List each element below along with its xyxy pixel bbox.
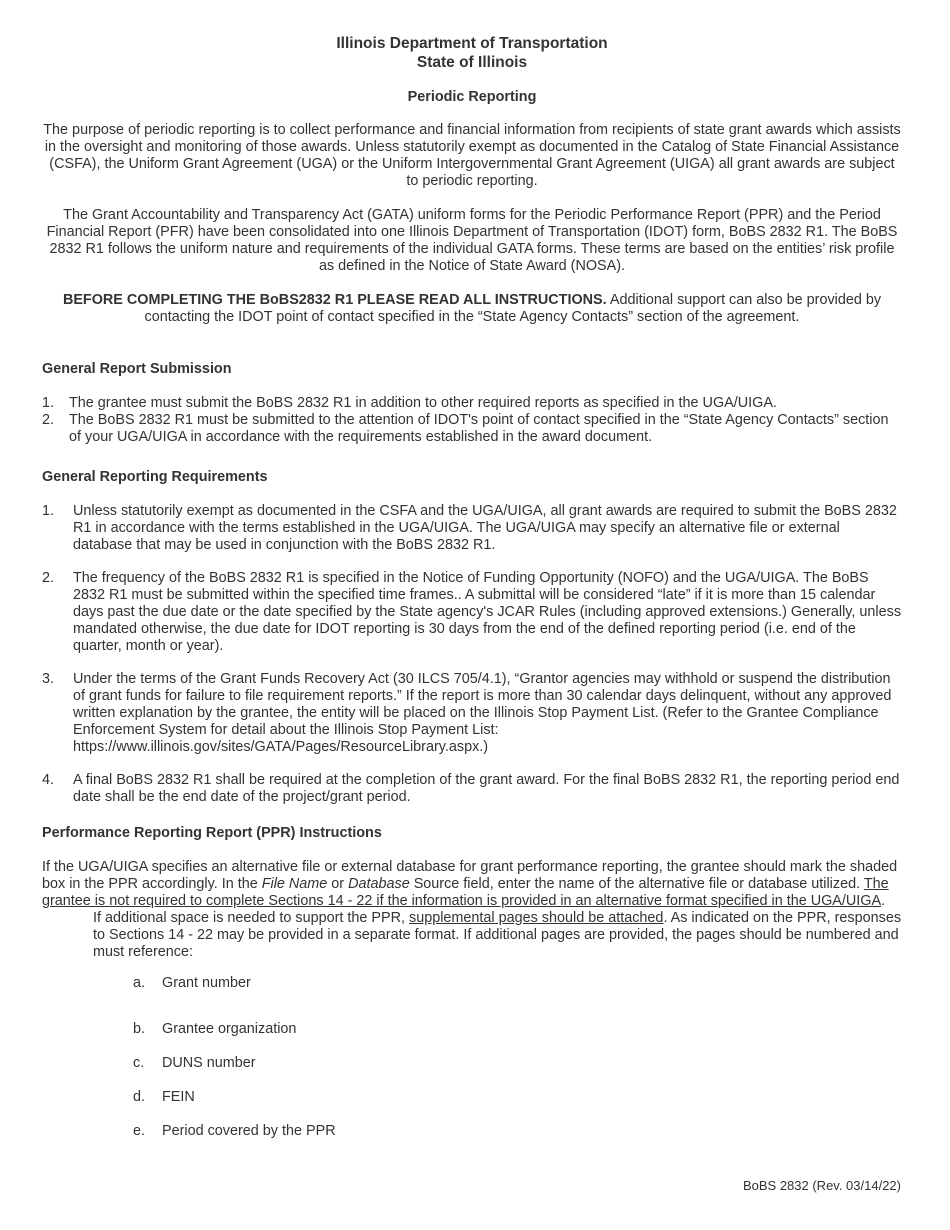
list-item xyxy=(133,1055,902,1072)
list-item-text: A final BoBS 2832 R1 shall be required at the completion of the grant award. For the final BoBS 2832 R1, the reporting period end date shall be the end date of the project/grant period. xyxy=(73,772,900,805)
list-number: 1. xyxy=(42,395,55,411)
list-number: 4. xyxy=(42,772,55,788)
list-item-text: Unless statutorily exempt as documented in the CSFA and the UGA/UIGA, all grant awards are required to submit the BoBS 2832 R1 in accordance with the terms established in the UGA/UIGA. The UGA/UIGA may specify an alternative file or external database that may be used in conjunction with the BoBS 2832 R1. xyxy=(73,503,897,553)
ppr-text: If the UGA/UIGA specifies an alternative file or external database for grant performance reporting, the grantee should mark the shaded box in the PPR accordingly. In the xyxy=(42,859,898,892)
ppr-supplemental-paragraph xyxy=(93,910,902,961)
list-letter: d. xyxy=(133,1089,146,1105)
list-item xyxy=(133,975,902,992)
section-heading-submission: General Report Submission xyxy=(42,361,232,377)
reference-list xyxy=(133,975,902,1140)
agency-title: Illinois Department of Transportation xyxy=(336,35,608,52)
list-item-text: The BoBS 2832 R1 must be submitted to the attention of IDOT's point of contact specified in the “State Agency Contacts” section of your UGA/UIGA in accordance with the requirements established in the award document. xyxy=(69,412,889,445)
ppr-text: or xyxy=(327,876,349,892)
list-letter: c. xyxy=(133,1055,145,1071)
list-item xyxy=(42,671,902,756)
list-item-text: FEIN xyxy=(162,1089,195,1105)
ppr-text: . xyxy=(881,893,886,909)
ppr-underlined-note: The grantee is not required to complete Sections 14 - 22 if the information is provided in an alternative format specified in the UGA/UIGA xyxy=(42,876,889,909)
document-header xyxy=(42,0,902,105)
list-item-text: Under the terms of the Grant Funds Recovery Act (30 ILCS 705/4.1), “Grantor agencies may withhold or suspend the distribution of grant funds for failure to file requirement reports.” If the report is more than 30 calendar days delinquent, without any approved written explanation by the grantee, the entity will be placed on the Illinois Stop Payment List. (Refer to the Grantee Compliance Enforcement System for detail about the Illinois Stop Payment List: https://www.illinois.gov/sites/GATA/Pages/ResourceLibrary.aspx.) xyxy=(73,671,892,755)
list-item-text: Period covered by the PPR xyxy=(162,1123,336,1139)
list-item-text: DUNS number xyxy=(162,1055,256,1071)
list-item-text: The grantee must submit the BoBS 2832 R1 in addition to other required reports as specified in the UGA/UIGA. xyxy=(69,395,777,411)
form-revision-footer: BoBS 2832 (Rev. 03/14/22) xyxy=(742,1178,901,1193)
ppr-underlined-note: supplemental pages should be attached xyxy=(409,910,664,926)
intro-paragraph-gata: The Grant Accountability and Transparency Act (GATA) uniform forms for the Periodic Performance Report (PPR) and the Period Financial Report (PFR) have been consolidated into one Illinois Department of Transportation (IDOT) form, BoBS 2832 R1. The BoBS 2832 R1 follows the uniform nature and requirements of the individual GATA forms. These terms are based on the entities’ risk profile as defined in the Notice of State Award (NOSA). xyxy=(46,207,898,274)
list-item xyxy=(42,503,902,554)
instructions-support-text: Additional support can also be provided by contacting the IDOT point of contact specified in the “State Agency Contacts” section of the agreement. xyxy=(144,292,882,325)
ppr-alternative-paragraph xyxy=(42,859,902,910)
requirements-list xyxy=(42,503,902,806)
list-number: 1. xyxy=(42,503,55,519)
list-item xyxy=(133,1021,902,1038)
list-number: 2. xyxy=(42,570,55,586)
list-item xyxy=(42,772,902,806)
document-title: Periodic Reporting xyxy=(407,89,537,105)
list-letter: b. xyxy=(133,1021,146,1037)
list-number: 3. xyxy=(42,671,55,687)
list-item-text: Grant number xyxy=(162,975,251,991)
ppr-text: Source field, enter the name of the alternative file or database utilized. xyxy=(409,876,864,892)
list-item-text: Grantee organization xyxy=(162,1021,297,1037)
list-letter: e. xyxy=(133,1123,146,1139)
list-item xyxy=(133,1123,902,1140)
intro-paragraph-instructions xyxy=(42,292,902,326)
list-item xyxy=(133,1089,902,1106)
list-item xyxy=(42,570,902,655)
list-number: 2. xyxy=(42,412,55,428)
submission-list xyxy=(42,395,902,446)
list-letter: a. xyxy=(133,975,146,991)
list-item-text: The frequency of the BoBS 2832 R1 is specified in the Notice of Funding Opportunity (NOFO) and the UGA/UIGA. The BoBS 2832 R1 must be submitted within the specified time frames.. A submittal will be considered “late” if it is more than 15 calendar days past the due date or the date specified by the State agency's JCAR Rules (including approved extensions.) Generally, unless mandated otherwise, the due date for IDOT reporting is 30 days from the end of the defined reporting period (i.e. end of the quarter, month or year). xyxy=(73,570,902,654)
ppr-text: If additional space is needed to support the PPR, xyxy=(93,910,409,926)
ppr-field-file-name: File Name xyxy=(261,876,328,892)
state-title: State of Illinois xyxy=(416,54,528,71)
ppr-field-database: Database xyxy=(348,876,410,892)
ppr-text: . As indicated on the PPR, responses to Sections 14 - 22 may be provided in a separate format. If additional pages are provided, the pages should be numbered and must reference: xyxy=(93,910,902,960)
instructions-warning: BEFORE COMPLETING THE BoBS2832 R1 PLEASE READ ALL INSTRUCTIONS. xyxy=(62,292,607,308)
intro-paragraph-purpose: The purpose of periodic reporting is to collect performance and financial information from recipients of state grant awards which assists in the oversight and monitoring of those awards. Unless statutorily exempt as documented in the Catalog of State Financial Assistance (CSFA), the Uniform Grant Agreement (UGA) or the Uniform Intergovernmental Grant Agreement (UIGA) all grant awards are subject to periodic reporting. xyxy=(43,122,901,189)
section-heading-ppr: Performance Reporting Report (PPR) Instructions xyxy=(42,825,382,841)
list-item xyxy=(42,395,902,412)
section-heading-requirements: General Reporting Requirements xyxy=(42,469,268,485)
list-item xyxy=(42,412,902,446)
